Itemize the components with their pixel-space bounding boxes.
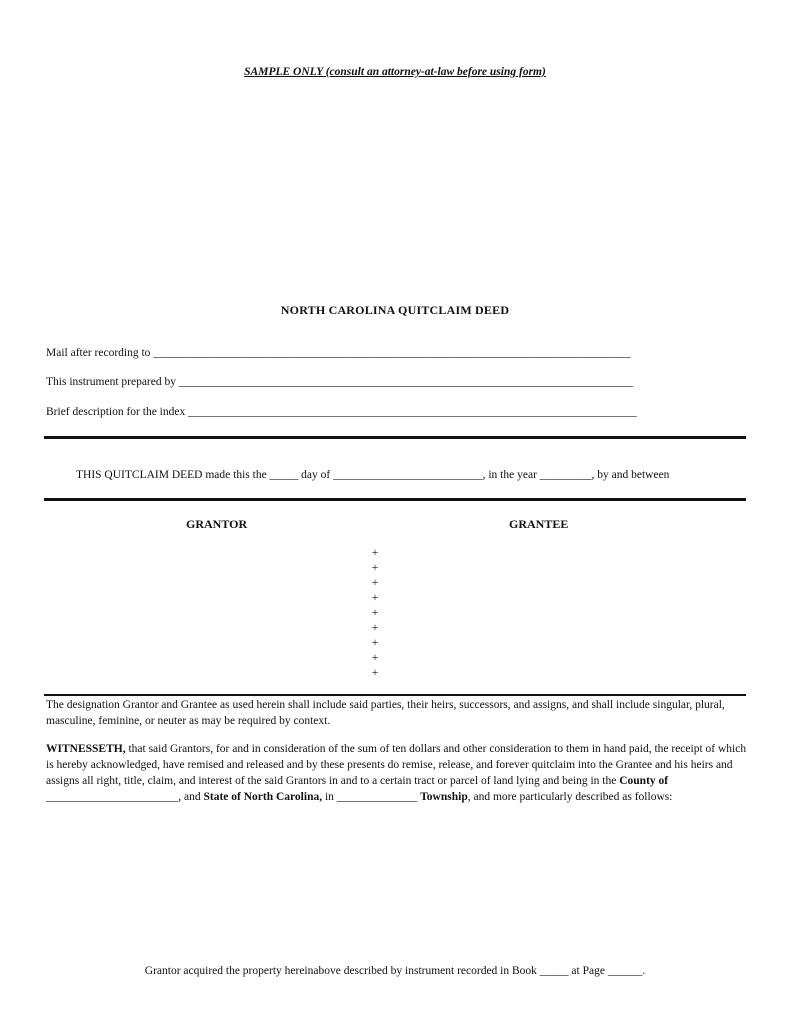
witnesseth-paragraph bbox=[46, 741, 751, 805]
state-label: State of North Carolina, bbox=[203, 791, 323, 803]
deed-made-line: THIS QUITCLAIM DEED made this the _____ day of __________________________, in the year _________, by and between bbox=[76, 469, 670, 481]
divider-rule bbox=[44, 436, 746, 439]
township-label: Township bbox=[420, 791, 468, 803]
sample-notice: SAMPLE ONLY (consult an attorney-at-law before using form) bbox=[244, 66, 546, 78]
grantor-heading: GRANTOR bbox=[186, 517, 248, 531]
prepared-by-field: This instrument prepared by _______________________________________________________________________________ bbox=[46, 376, 634, 388]
township-blank: in ______________ bbox=[322, 791, 418, 803]
acquired-line: Grantor acquired the property hereinabove described by instrument recorded in Book _____ at Page ______. bbox=[144, 965, 646, 977]
witnesseth-closing: , and more particularly described as follows: bbox=[467, 791, 673, 803]
grantee-heading: GRANTEE bbox=[509, 517, 569, 531]
county-label: County of bbox=[619, 775, 669, 787]
witnesseth-lead: WITNESSETH, bbox=[46, 743, 126, 755]
divider-rule bbox=[44, 694, 746, 696]
designation-paragraph: The designation Grantor and Grantee as used herein shall include said parties, their heirs, successors, and assigns, and shall include singular, plural, masculine, feminine, or neuter as may be required by context. bbox=[46, 699, 725, 727]
document-title: NORTH CAROLINA QUITCLAIM DEED bbox=[280, 303, 510, 317]
county-blank: _______________________, and bbox=[46, 791, 204, 803]
mail-after-recording-field: Mail after recording to ___________________________________________________________________________________ bbox=[46, 347, 631, 359]
witnesseth-text: that said Grantors, for and in consideration of the sum of ten dollars and other consideration to them in hand paid, the receipt of which is hereby acknowledged, have remised and released and by these presents do remise, release, and forever quitclaim into the Grantee and his heirs and assigns all right, title, claim, and interest of the said Grantors in and to a certain tract or parcel of land lying and being in the bbox=[46, 743, 747, 787]
party-separator: + + + + + + + + + bbox=[371, 545, 379, 679]
brief-description-field: Brief description for the index ______________________________________________________________________________ bbox=[46, 406, 637, 418]
divider-rule bbox=[44, 498, 746, 501]
